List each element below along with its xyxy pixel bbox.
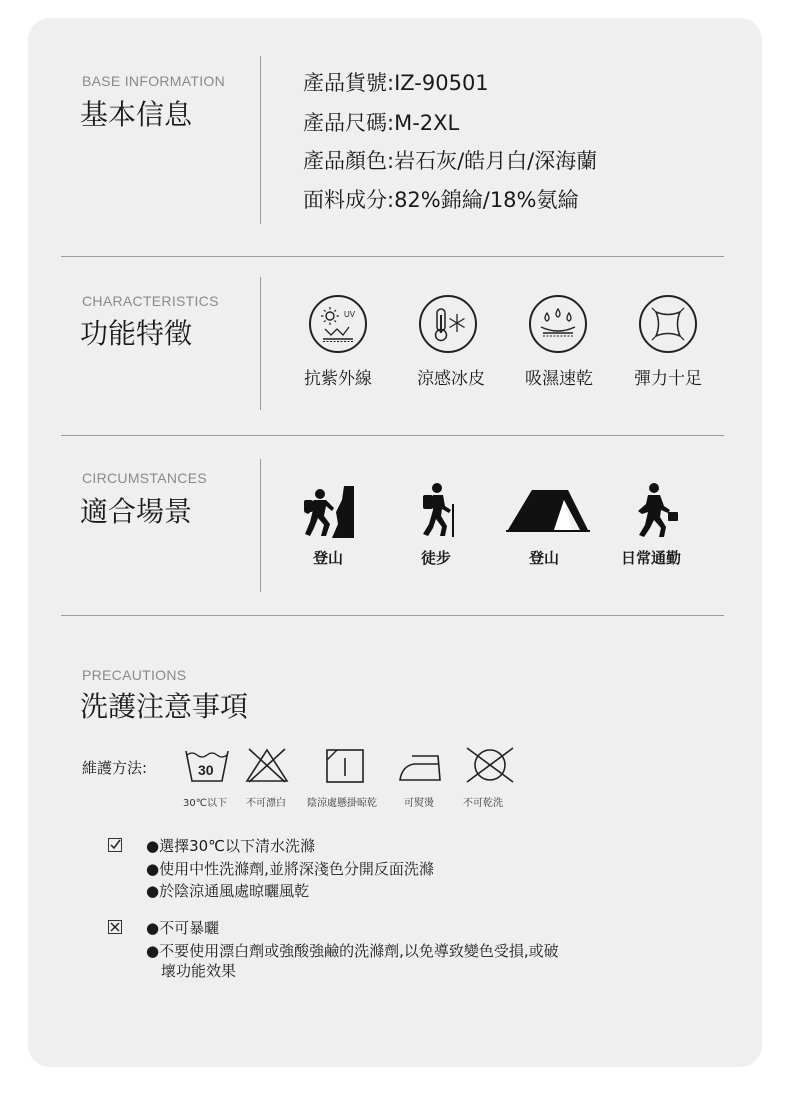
checkbox-checked-icon [108, 838, 122, 852]
section-divider [61, 435, 724, 436]
care-label: 可熨燙 [404, 798, 434, 809]
no-dry-clean-icon [463, 746, 517, 784]
scene-label: 登山 [312, 549, 343, 567]
product-size: 產品尺碼:M-2XL [303, 111, 460, 135]
svg-text:UV: UV [344, 310, 356, 319]
section-divider [61, 615, 724, 616]
uv-sun-icon [309, 295, 367, 353]
care-label: 陰涼處懸掛晾乾 [307, 798, 377, 809]
fabric-composition: 面料成分:82%錦綸/18%氨綸 [303, 188, 579, 212]
stretch-fabric-icon [639, 295, 697, 353]
care-do-item: ●使用中性洗滌劑,並將深淺色分開反面洗滌 [146, 860, 434, 878]
section-divider-vertical [260, 277, 261, 410]
scene-label: 日常通勤 [620, 549, 681, 567]
care-method-label: 維護方法: [82, 759, 148, 777]
tent-icon [506, 486, 590, 532]
section-divider [61, 256, 724, 257]
feature-label: 彈力十足 [634, 369, 702, 389]
commuter-icon [632, 482, 680, 538]
precautions-heading: 洗護注意事項 [80, 690, 249, 723]
care-label: 30℃以下 [183, 798, 227, 809]
content-card [28, 18, 762, 1067]
no-bleach-icon [245, 747, 289, 783]
care-do-item: ●選擇30℃以下清水洗滌 [146, 837, 316, 855]
hiking-icon [417, 482, 459, 538]
scene-label: 徒步 [420, 549, 451, 567]
care-do-item: ●於陰涼通風處晾曬風乾 [146, 882, 310, 900]
thermometer-snowflake-icon [419, 295, 477, 353]
svg-text:30: 30 [198, 762, 214, 778]
circumstances-heading: 適合場景 [80, 495, 193, 528]
basic-info-en-heading: BASE INFORMATION [82, 73, 225, 89]
water-drops-icon [529, 295, 587, 353]
precautions-en-heading: PRECAUTIONS [82, 667, 187, 683]
feature-label: 抗紫外線 [304, 369, 372, 389]
basic-info-heading: 基本信息 [80, 98, 193, 131]
scene-label: 登山 [528, 549, 559, 567]
iron-icon [398, 752, 444, 782]
characteristics-en-heading: CHARACTERISTICS [82, 293, 219, 309]
circumstances-en-heading: CIRCUMSTANCES [82, 470, 207, 486]
checkbox-crossed-icon [108, 920, 122, 934]
characteristics-heading: 功能特徵 [80, 317, 193, 350]
section-divider-vertical [260, 56, 261, 224]
wash-30-icon [184, 749, 230, 783]
feature-label: 吸濕速乾 [525, 369, 593, 389]
care-dont-item: ●不要使用漂白劑或強酸強鹼的洗滌劑,以免導致變色受損,或破 [146, 942, 559, 960]
care-label: 不可乾洗 [463, 798, 503, 809]
care-label: 不可漂白 [246, 798, 286, 809]
rock-climbing-icon [300, 484, 356, 538]
product-code: 產品貨號:IZ-90501 [303, 71, 489, 95]
line-dry-shade-icon [325, 748, 365, 784]
care-dont-item: 壞功能效果 [161, 962, 237, 980]
section-divider-vertical [260, 459, 261, 592]
care-dont-item: ●不可暴曬 [146, 919, 220, 937]
product-colors: 產品顏色:岩石灰/皓月白/深海蘭 [303, 149, 598, 173]
feature-label: 涼感冰皮 [417, 369, 485, 389]
